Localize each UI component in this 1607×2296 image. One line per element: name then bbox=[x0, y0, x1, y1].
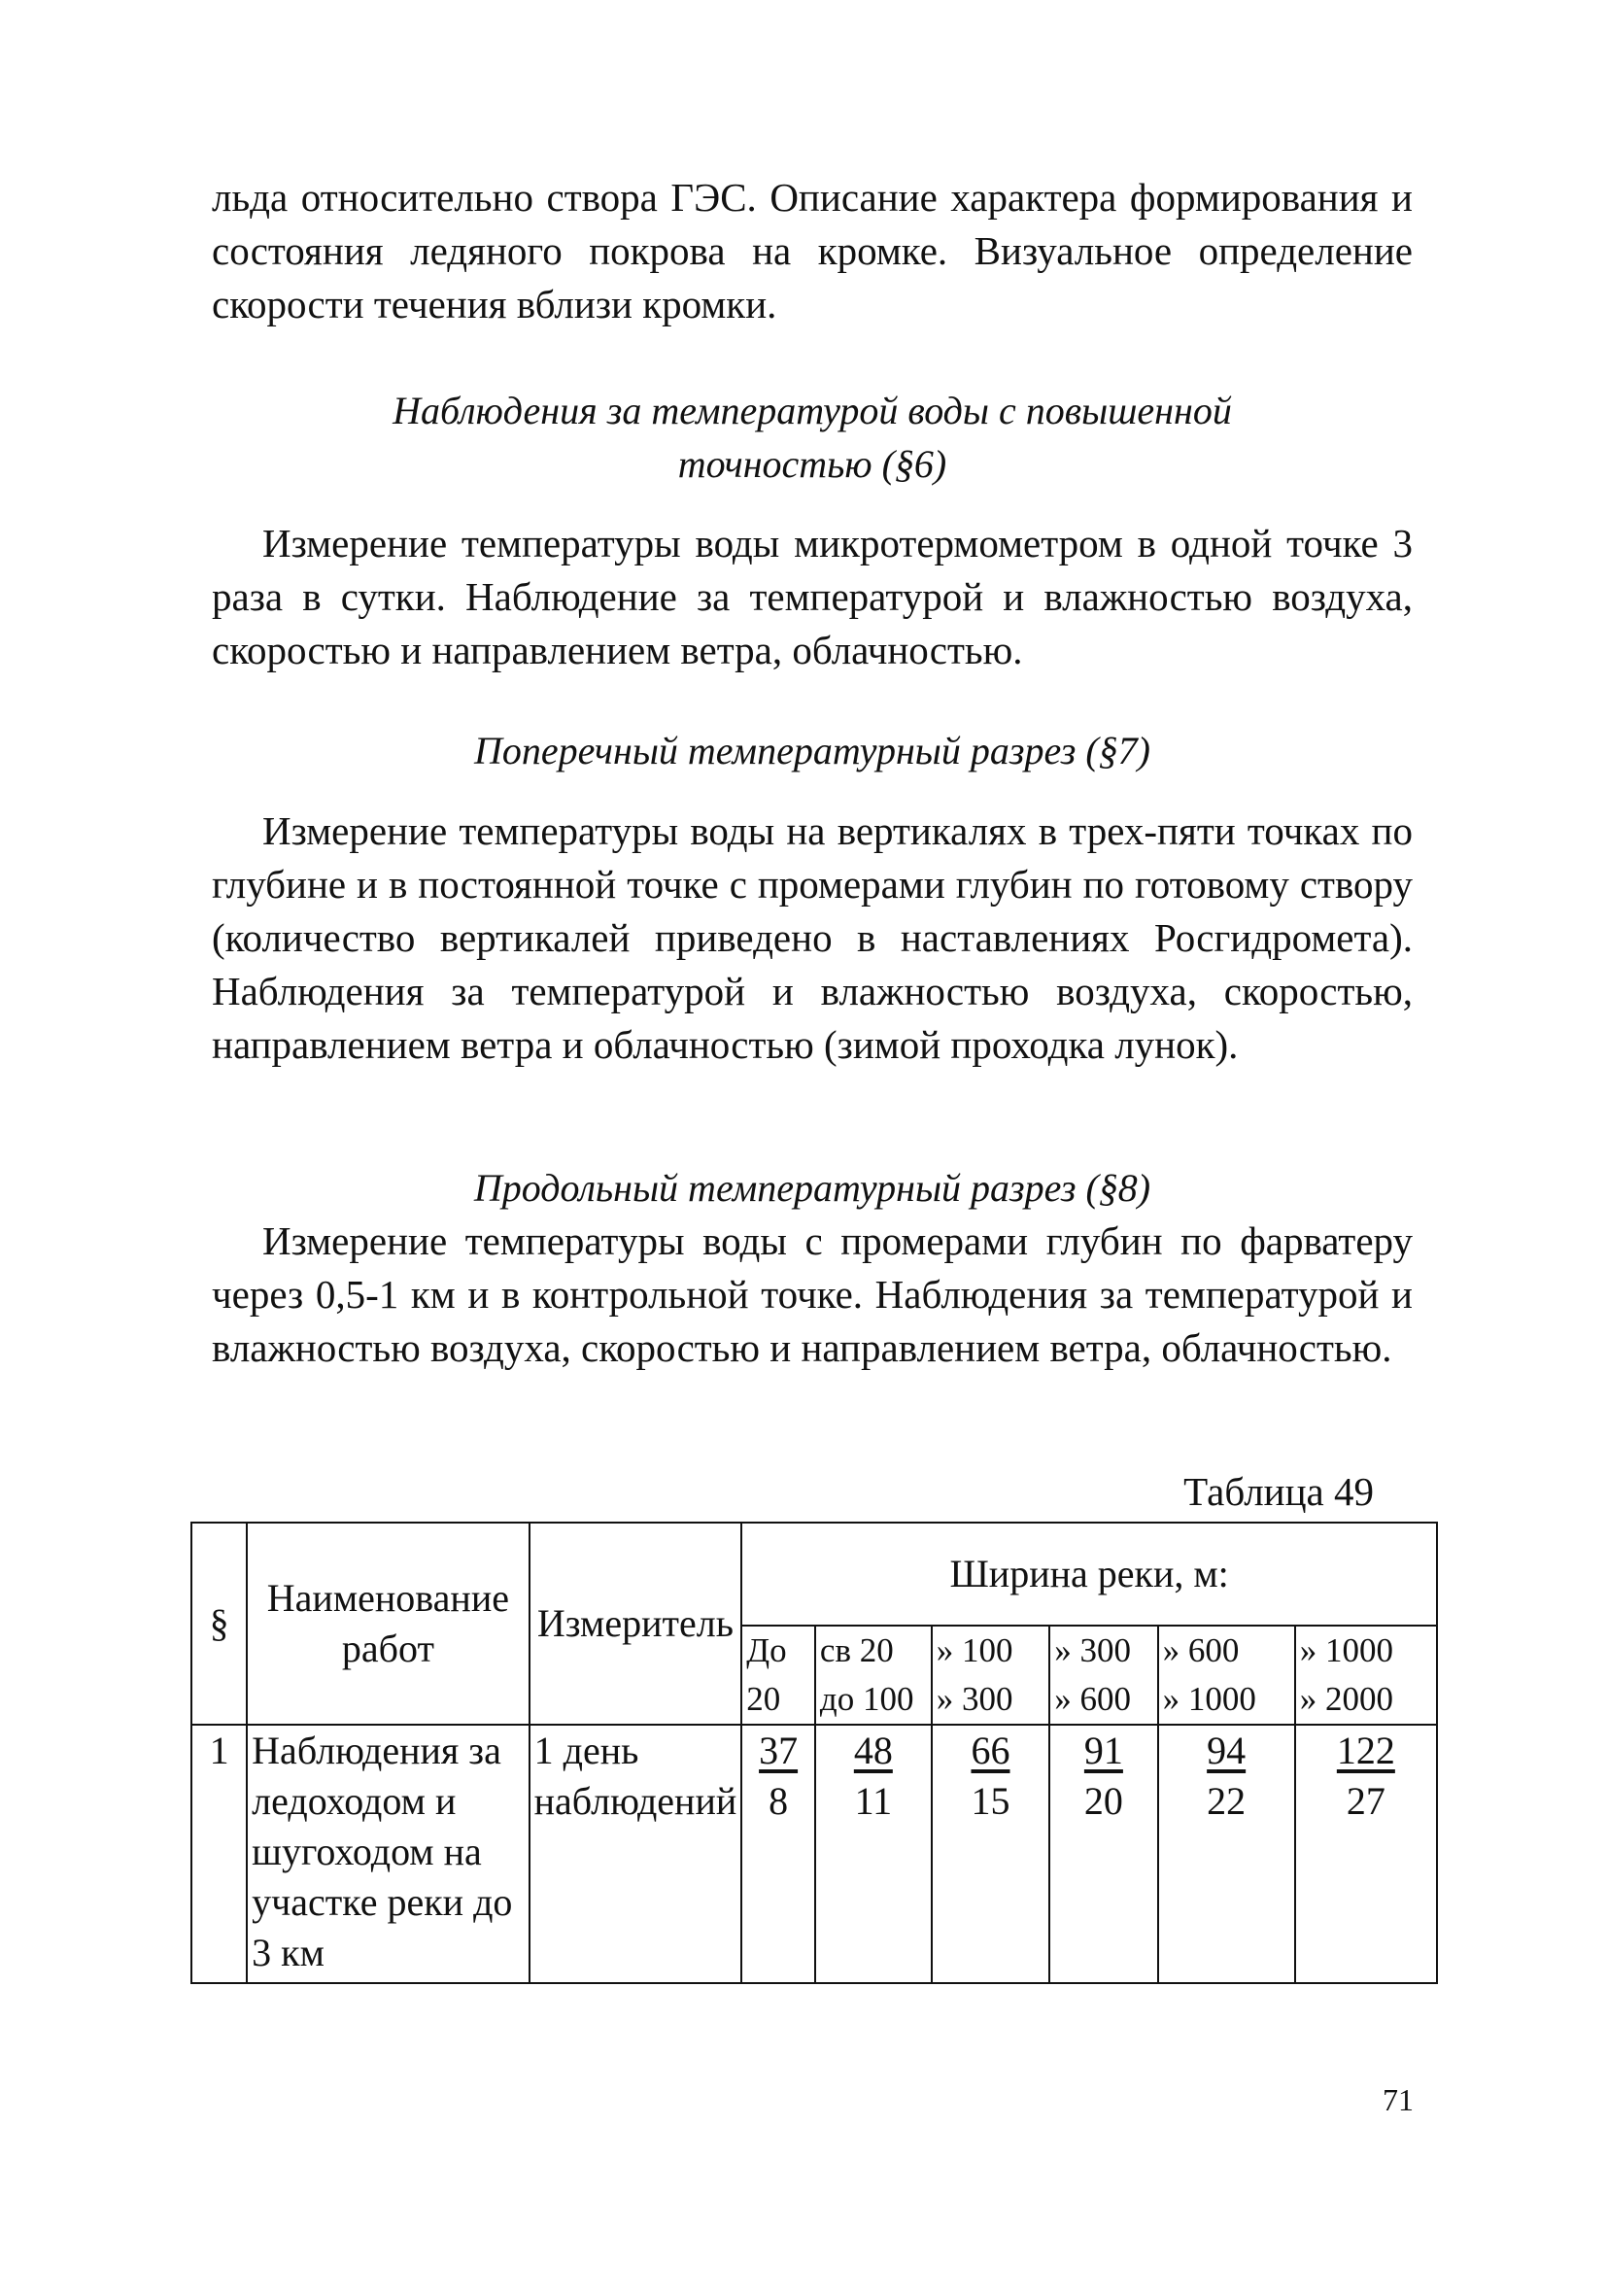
works-table bbox=[190, 1522, 1438, 1984]
section-text-7: Измерение температуры воды на вертикалях в трех-пяти точках по глубине и в постоянной точке с промерами глубин по готовому створу (количество вертикалей приведено в наставлениях Росгидромета). Наблюдения за температурой и влажностью воздуха, скоростью, направлением ветра и облачностью (зимой проходка лунок). bbox=[212, 808, 1413, 1067]
row-value: 48 11 bbox=[815, 1725, 932, 1983]
header-width-col: св 20 до 100 bbox=[815, 1626, 932, 1725]
section-heading-6: Наблюдения за температурой воды с повышенной точностью (§6) bbox=[393, 389, 1232, 486]
section-heading-8: Продольный температурный разрез (§8) bbox=[473, 1166, 1151, 1210]
row-value: 66 15 bbox=[932, 1725, 1050, 1983]
header-name: Наименование работ bbox=[247, 1523, 529, 1725]
header-width-col: » 100 » 300 bbox=[932, 1626, 1050, 1725]
row-value: 91 20 bbox=[1049, 1725, 1157, 1983]
row-name: Наблюдения за ледоходом и шугоходом на участке реки до 3 км bbox=[247, 1725, 529, 1983]
header-width-col: » 300 » 600 bbox=[1049, 1626, 1157, 1725]
section-heading-7: Поперечный температурный разрез (§7) bbox=[474, 729, 1150, 772]
header-width-col: » 600 » 1000 bbox=[1158, 1626, 1295, 1725]
section-text-6: Измерение температуры воды микротермометром в одной точке 3 раза в сутки. Наблюдение за температурой и влажностью воздуха, скоростью и направлением ветра, облачностью. bbox=[212, 521, 1413, 672]
section-text-8: Измерение температуры воды с промерами глубин по фарватеру через 0,5-1 км и в контрольной точке. Наблюдения за температурой и влажностью воздуха, скоростью и направлением ветра, облачностью. bbox=[212, 1218, 1413, 1370]
header-section: § bbox=[191, 1523, 247, 1725]
row-value: 94 22 bbox=[1158, 1725, 1295, 1983]
table-caption: Таблица 49 bbox=[1183, 1469, 1374, 1514]
header-meter: Измеритель bbox=[530, 1523, 742, 1725]
row-value: 37 8 bbox=[741, 1725, 815, 1983]
row-section: 1 bbox=[191, 1725, 247, 1983]
row-value: 122 27 bbox=[1295, 1725, 1437, 1983]
header-width-col: До 20 bbox=[741, 1626, 815, 1725]
row-meter: 1 день наблюдений bbox=[530, 1725, 742, 1983]
page-number: 71 bbox=[1383, 2082, 1414, 2117]
header-width-group: Ширина реки, м: bbox=[741, 1523, 1437, 1626]
intro-paragraph: льда относительно створа ГЭС. Описание характера формирования и состояния ледяного покрова на кромке. Визуальное определение скорости течения вблизи кромки. bbox=[212, 175, 1413, 326]
table-row bbox=[191, 1725, 1437, 1983]
header-width-col: » 1000 » 2000 bbox=[1295, 1626, 1437, 1725]
table-header-row bbox=[191, 1523, 1437, 1626]
